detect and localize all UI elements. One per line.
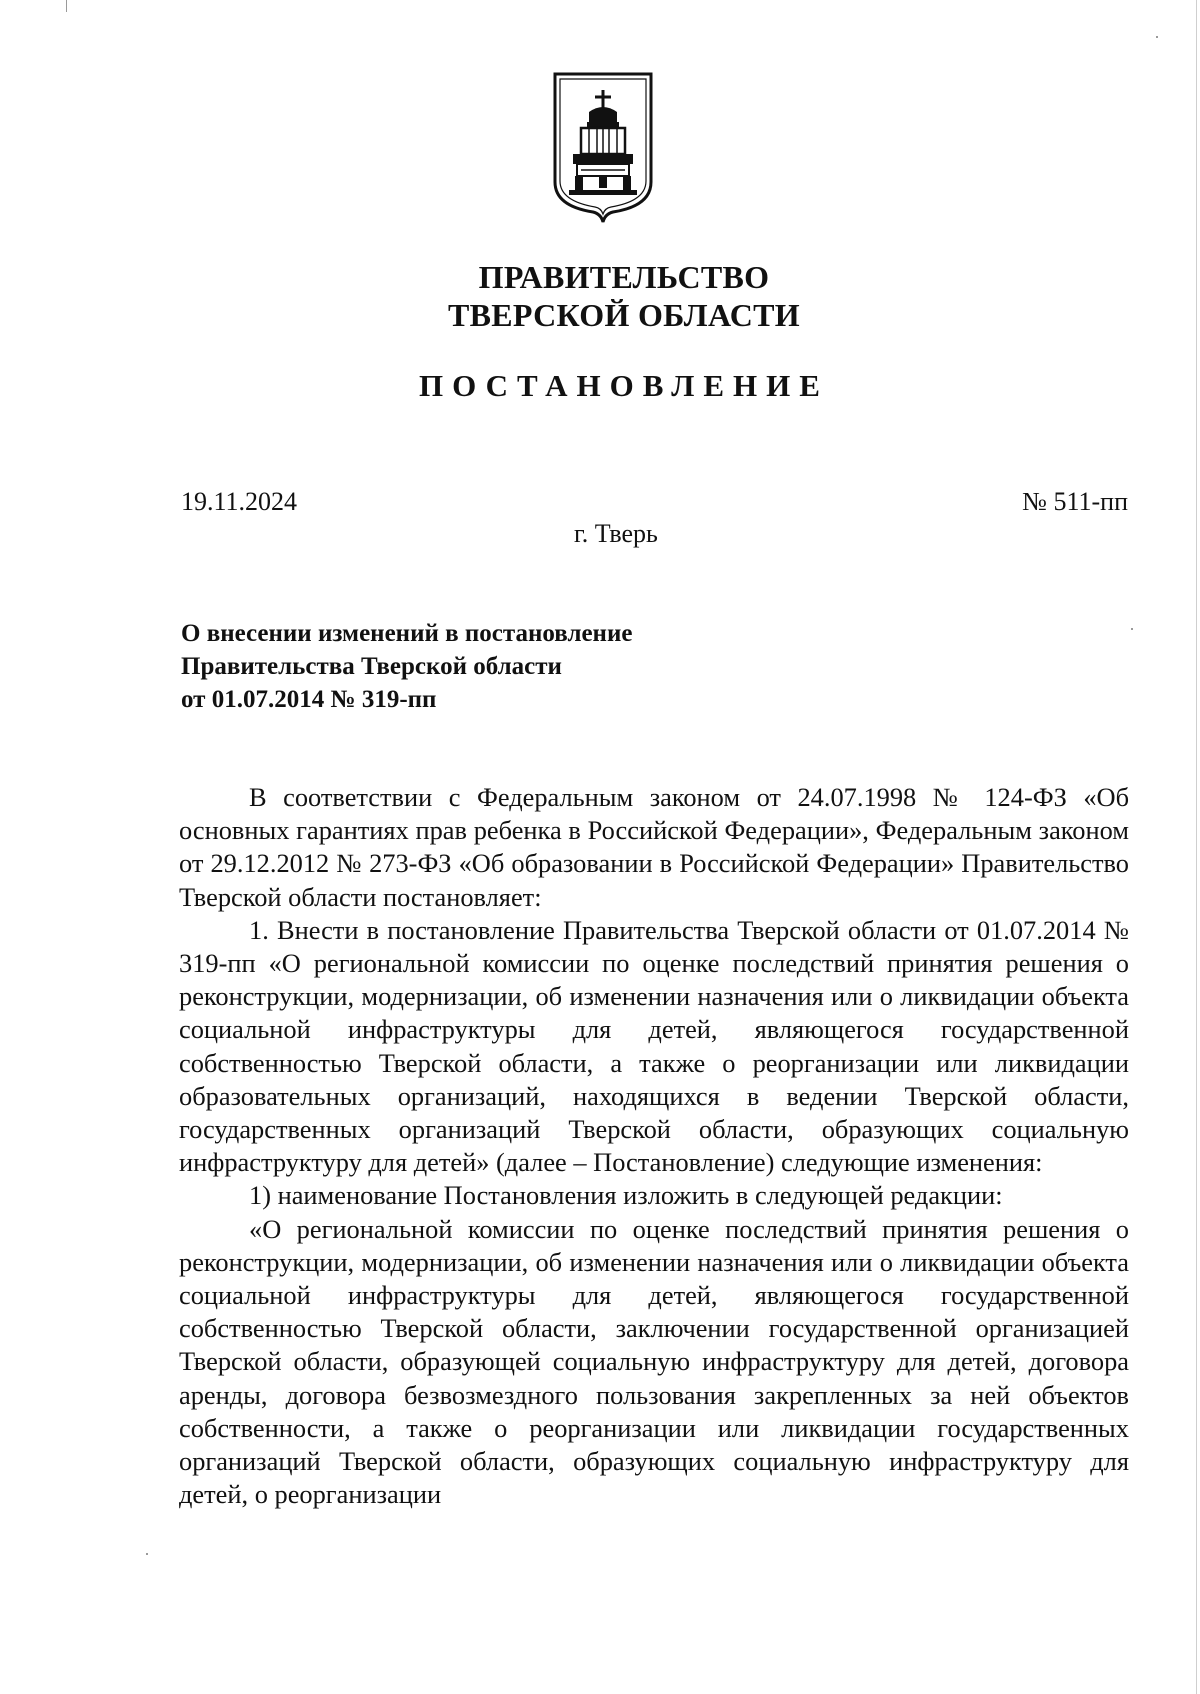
subject-line-2: Правительства Тверской области	[181, 653, 562, 680]
org-name-line-2: ТВЕРСКОЙ ОБЛАСТИ	[447, 297, 801, 333]
scan-artifact	[1131, 628, 1133, 630]
document-body	[179, 781, 1129, 1511]
body-paragraph-item-1: 1. Внести в постановление Правительства Тверской области от 01.07.2014 № 319-пп «О региональной комиссии по оценке последствий принятия решения о реконструкции, модернизации, об изменении назначения или о ликвидации объекта социальной инфраструктуры для детей, являющегося государственной собственностью Тверской области, а также о реорганизации или ликвидации образовательных организаций, находящихся в ведении Тверской области, государственных организаций Тверской области, образующих социальную инфраструктуру для детей» (далее – Постановление) следующие изменения:	[179, 914, 1129, 1178]
tver-coat-of-arms-icon	[551, 70, 655, 226]
scan-artifact	[1156, 36, 1158, 38]
subject-line-3: от 01.07.2014 № 319-пп	[181, 686, 437, 713]
scan-artifact	[146, 1553, 148, 1555]
document-city: г. Тверь	[574, 519, 658, 548]
subject-line-1: О внесении изменений в постановление	[181, 620, 633, 647]
document-type-title: ПОСТАНОВЛЕНИЕ	[419, 368, 829, 403]
scan-artifact	[1196, 0, 1197, 1694]
scan-artifact	[66, 0, 67, 12]
body-paragraph-item-1-1: 1) наименование Постановления изложить в следующей редакции:	[249, 1180, 1003, 1211]
document-number: № 511-пп	[1022, 487, 1128, 516]
document-date: 19.11.2024	[181, 487, 298, 516]
body-paragraph-new-title: «О региональной комиссии по оценке последствий принятия решения о реконструкции, модернизации, об изменении назначения или о ликвидации объекта социальной инфраструктуры для детей, являющегося государственной собственностью Тверской области, заключении государственной организацией Тверской области, образующей социальную инфраструктуру для детей, договора аренды, договора безвозмездного пользования закрепленных за ней объектов собственности, а также о реорганизации или ликвидации государственных организаций Тверской области, образующих социальную инфраструктуру для детей, о реорганизации	[179, 1213, 1129, 1510]
org-name-line-1: ПРАВИТЕЛЬСТВО	[478, 259, 770, 295]
body-paragraph-preamble: В соответствии с Федеральным законом от 24.07.1998 № 124-ФЗ «Об основных гарантиях прав ребенка в Российской Федерации», Федеральным законом от 29.12.2012 № 273-ФЗ «Об образовании в Российской Федерации» Правительство Тверской области постановляет:	[179, 782, 1129, 912]
document-subject	[181, 617, 632, 716]
